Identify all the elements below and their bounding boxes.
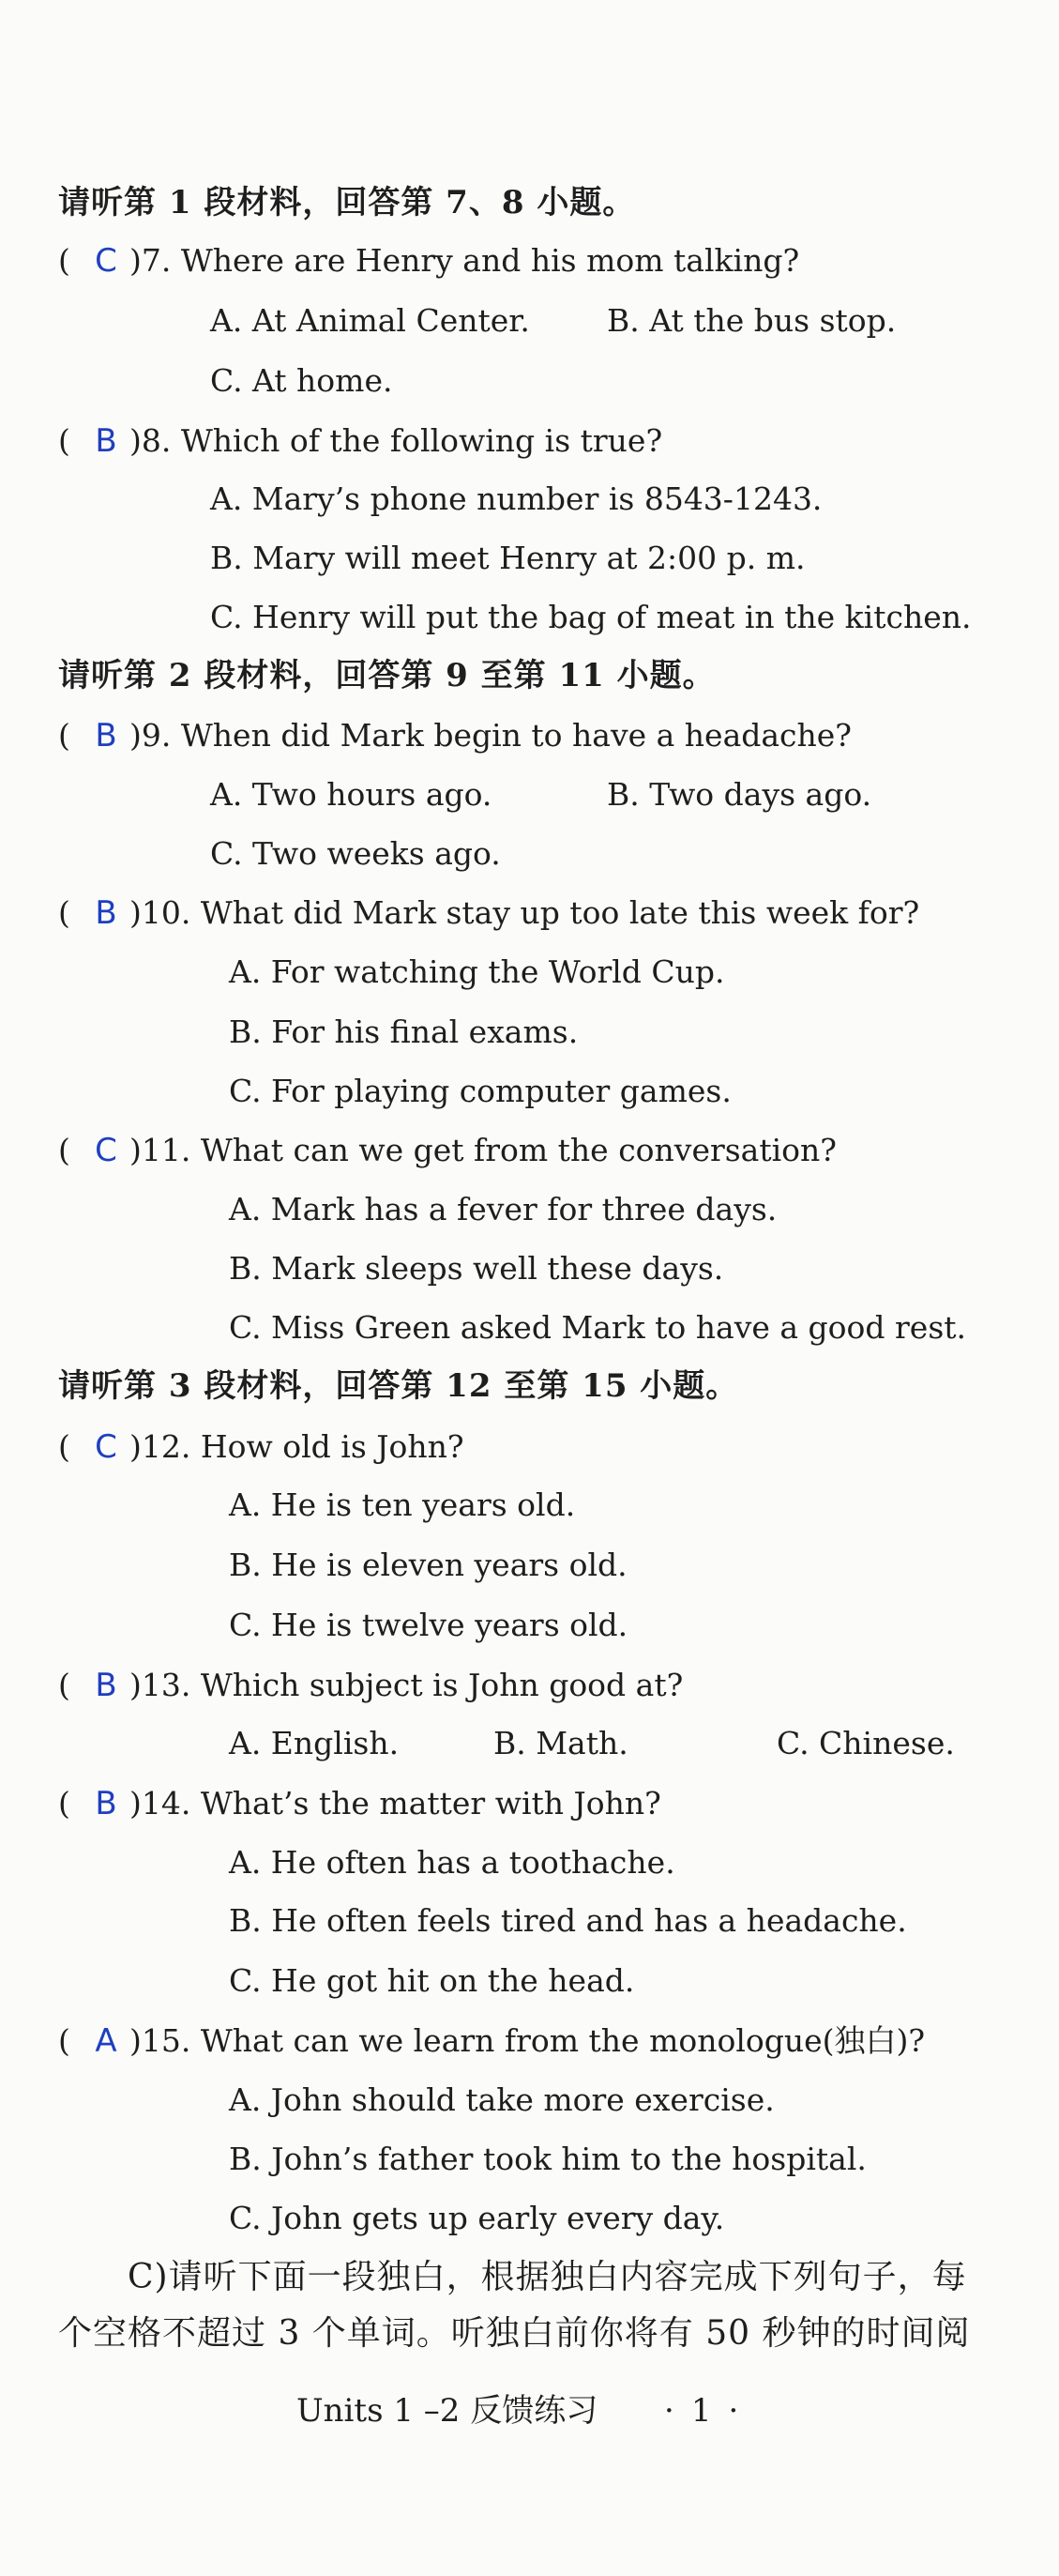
question-13: ( B )13. Which subject is John good at? (58, 1667, 684, 1704)
question-12-text: How old is John? (200, 1428, 464, 1465)
question-14-text: What’s the matter with John? (200, 1785, 661, 1821)
answer-9: B (95, 717, 117, 755)
page-number: 1 (690, 2392, 712, 2430)
q15-option-b: B. John’s father took him to the hospital. (229, 2141, 867, 2177)
q13-option-a: A. English. (229, 1725, 400, 1761)
question-11: ( C )11. What can we get from the conversation? (58, 1132, 837, 1169)
question-10-text: What did Mark stay up too late this week for? (200, 894, 920, 931)
question-14: ( B )14. What’s the matter with John? (58, 1785, 661, 1822)
question-9: ( B )9. When did Mark begin to have a headache? (58, 717, 852, 755)
section-3-heading: 请听第 3 段材料，回答第 12 至第 15 小题。 (58, 1367, 739, 1405)
question-9-text: When did Mark begin to have a headache? (180, 717, 852, 754)
q12-option-b: B. He is eleven years old. (229, 1547, 628, 1583)
q15-option-c: C. John gets up early every day. (229, 2200, 725, 2236)
q13-option-b: B. Math. (493, 1725, 628, 1761)
q11-option-c: C. Miss Green asked Mark to have a good rest. (229, 1309, 967, 1346)
q10-option-a: A. For watching the World Cup. (229, 953, 725, 990)
q7-option-c: C. At home. (210, 362, 393, 399)
section-2-heading: 请听第 2 段材料，回答第 9 至第 11 小题。 (58, 657, 716, 694)
page-footer: Units 1 –2 反馈练习 · 1 · (296, 2392, 739, 2430)
q11-option-b: B. Mark sleeps well these days. (229, 1250, 724, 1287)
q8-option-b: B. Mary will meet Henry at 2:00 p. m. (210, 540, 806, 576)
section-c-paragraph-line-1: C)请听下面一段独白，根据独白内容完成下列句子，每 (128, 2258, 967, 2296)
q15-option-a: A. John should take more exercise. (229, 2081, 775, 2118)
q10-option-c: C. For playing computer games. (229, 1073, 732, 1109)
q14-option-c: C. He got hit on the head. (229, 1962, 635, 1999)
question-7-text: Where are Henry and his mom talking? (180, 242, 800, 279)
answer-10: B (95, 894, 117, 932)
q9-option-c: C. Two weeks ago. (210, 835, 501, 872)
section-1-heading: 请听第 1 段材料，回答第 7、8 小题。 (58, 184, 636, 221)
answer-15: A (95, 2022, 117, 2060)
q12-option-a: A. He is ten years old. (229, 1486, 576, 1523)
q9-option-b: B. Two days ago. (607, 776, 872, 813)
footer-title: Units 1 –2 反馈练习 (296, 2392, 598, 2430)
q14-option-b: B. He often feels tired and has a headache. (229, 1902, 907, 1939)
question-10: ( B )10. What did Mark stay up too late this week for? (58, 894, 920, 932)
question-7: ( C )7. Where are Henry and his mom talking? (58, 242, 800, 280)
q10-option-b: B. For his final exams. (229, 1014, 579, 1050)
question-15-text: What can we learn from the monologue(独白)? (200, 2022, 926, 2059)
q7-option-b: B. At the bus stop. (607, 302, 897, 339)
answer-14: B (95, 1785, 117, 1822)
question-12: ( C )12. How old is John? (58, 1428, 464, 1466)
answer-7: C (95, 242, 117, 280)
answer-11: C (95, 1132, 117, 1169)
question-15: ( A )15. What can we learn from the monologue(独白)? (58, 2022, 926, 2060)
q14-option-a: A. He often has a toothache. (229, 1844, 675, 1881)
q13-option-c: C. Chinese. (777, 1725, 955, 1761)
q8-option-a: A. Mary’s phone number is 8543-1243. (210, 480, 823, 517)
question-13-text: Which subject is John good at? (200, 1667, 684, 1703)
q7-option-a: A. At Animal Center. (210, 302, 530, 339)
question-11-text: What can we get from the conversation? (200, 1132, 837, 1168)
answer-12: C (95, 1428, 117, 1466)
answer-8: B (95, 422, 117, 460)
section-c-paragraph-line-2: 个空格不超过 3 个单词。听独白前你将有 50 秒钟的时间阅 (58, 2314, 971, 2353)
q11-option-a: A. Mark has a fever for three days. (229, 1191, 778, 1227)
q8-option-c: C. Henry will put the bag of meat in the kitchen. (210, 599, 972, 635)
q12-option-c: C. He is twelve years old. (229, 1607, 628, 1643)
question-8: ( B )8. Which of the following is true? (58, 422, 663, 460)
question-8-text: Which of the following is true? (180, 422, 663, 459)
q9-option-a: A. Two hours ago. (210, 776, 492, 813)
answer-13: B (95, 1667, 117, 1704)
